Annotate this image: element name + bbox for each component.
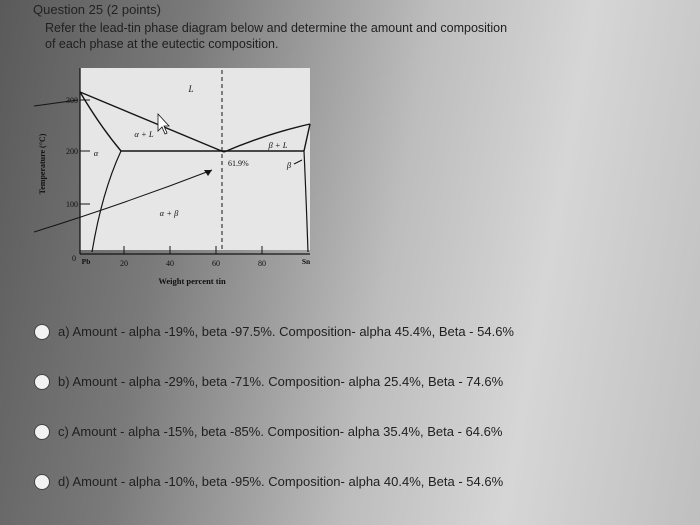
x-tick-label-sn: Sn [301,257,311,266]
option-a-label: a) Amount - alpha -19%, beta -97.5%. Composition- alpha 45.4%, Beta - 54.6% [58,324,514,339]
y-tick-label-300: 300 [66,96,78,105]
eutectic-composition-label: 61.9% [228,159,249,168]
prompt-line-2: of each phase at the eutectic composition. [45,37,279,51]
option-b[interactable] [34,368,674,395]
x-axis-title: Weight percent tin [158,276,226,286]
x-tick-label-80: 80 [258,259,266,268]
y-tick-label-100: 100 [66,200,78,209]
question-prompt [45,20,605,52]
option-a[interactable] [34,318,674,345]
phase-diagram [34,64,324,290]
option-d-radio[interactable] [34,474,50,490]
region-label-beta: β [286,160,292,170]
y-axis-title: Temperature (°C) [38,133,47,195]
option-b-radio[interactable] [34,374,50,390]
region-label-alpha-liquid: α + L [134,129,154,139]
region-label-beta-liquid: β + L [268,140,288,150]
answer-options [34,318,674,518]
question-title: Question 25 (2 points) [33,2,161,17]
option-b-label: b) Amount - alpha -29%, beta -71%. Composition- alpha 25.4%, Beta - 74.6% [58,374,504,389]
region-label-liquid: L [188,84,194,94]
option-d-label: d) Amount - alpha -10%, beta -95%. Composition- alpha 40.4%, Beta - 54.6% [58,474,504,489]
option-c-label: c) Amount - alpha -15%, beta -85%. Composition- alpha 35.4%, Beta - 64.6% [58,424,503,439]
region-label-alpha-beta: α + β [159,208,179,218]
x-tick-label-20: 20 [120,259,128,268]
y-tick-label-200: 200 [66,147,78,156]
x-tick-label-60: 60 [212,259,220,268]
prompt-line-1: Refer the lead-tin phase diagram below and determine the amount and composition [45,21,508,35]
option-c-radio[interactable] [34,424,50,440]
x-tick-label-pb: Pb [81,257,91,266]
option-d[interactable] [34,468,674,495]
option-a-radio[interactable] [34,324,50,340]
option-c[interactable] [34,418,674,445]
y-tick-label-0: 0 [72,254,76,263]
region-label-alpha: α [93,148,99,158]
x-tick-label-40: 40 [166,259,174,268]
plot-area [80,68,310,250]
